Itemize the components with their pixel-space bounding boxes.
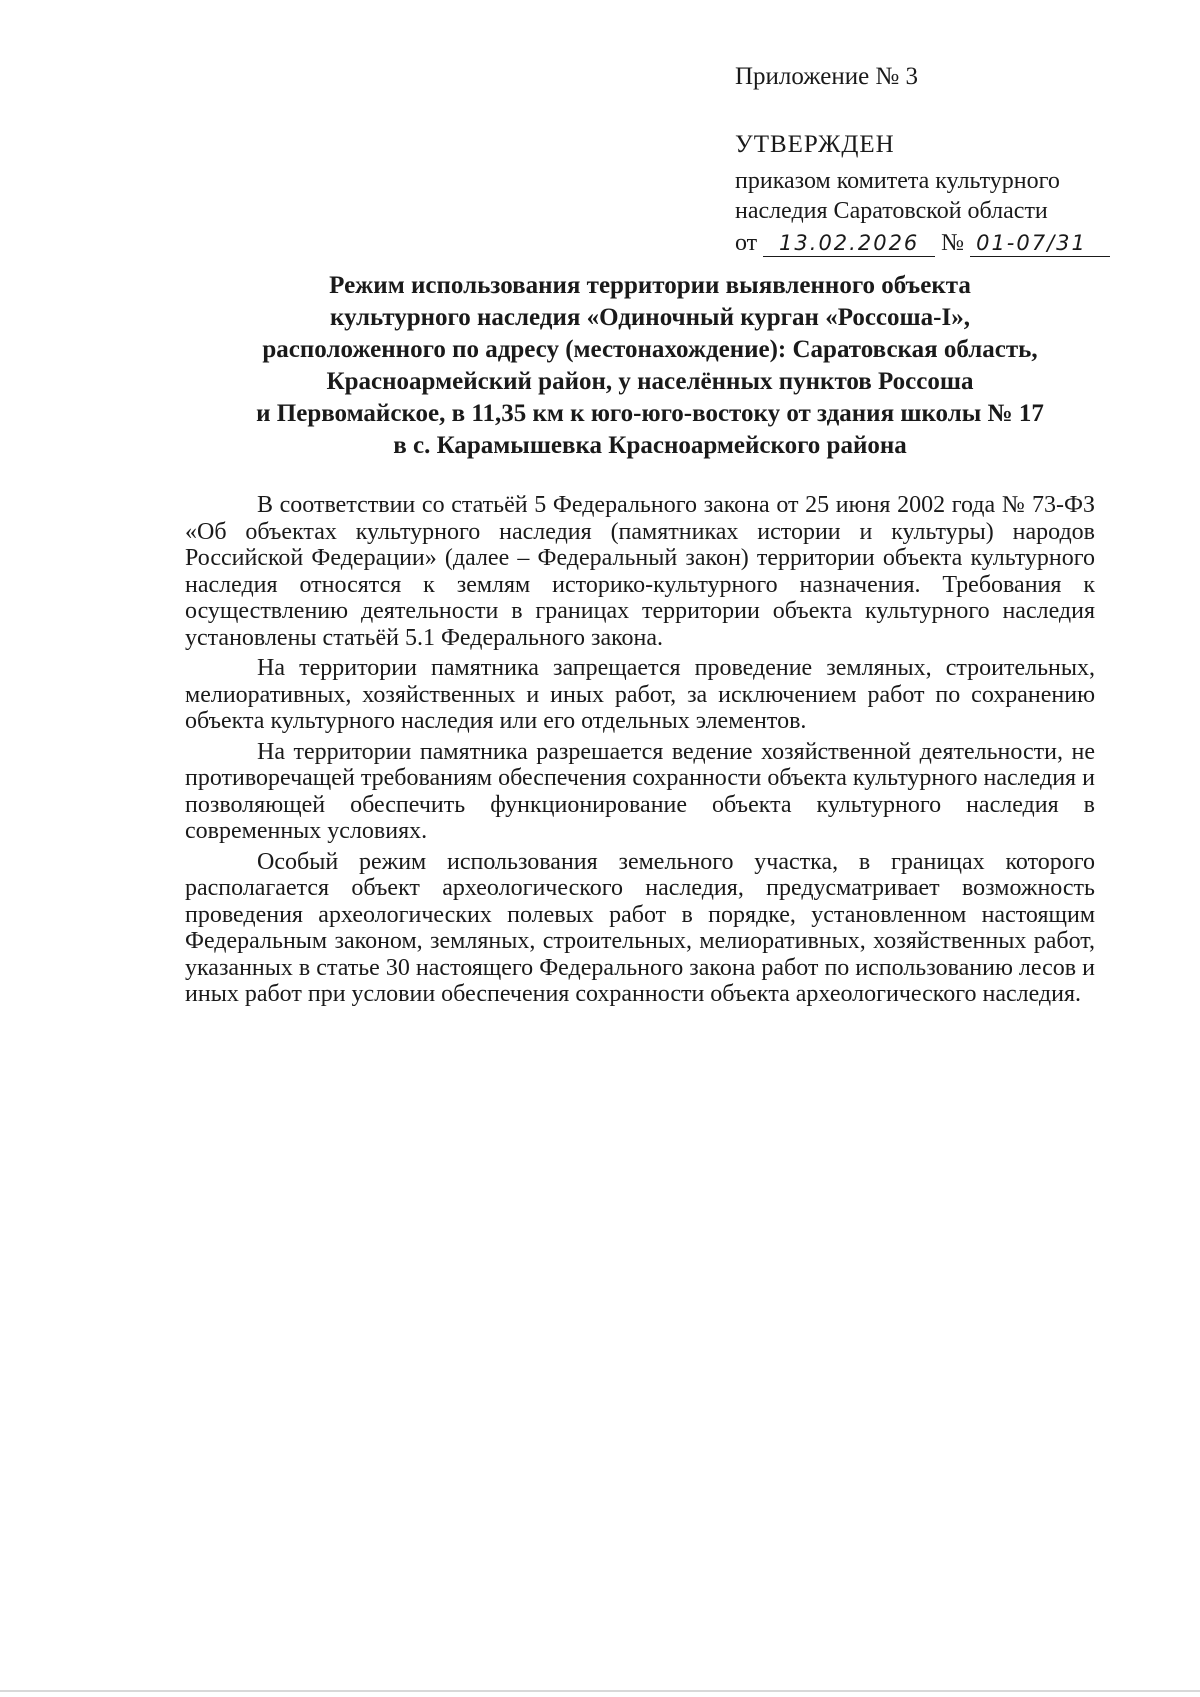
- title-line-3: расположенного по адресу (местонахождение): Саратовская область,: [262, 336, 1038, 363]
- date-prefix: от: [735, 230, 758, 256]
- title-line-6: в с. Карамышевка Красноармейского района: [393, 432, 907, 459]
- document-title: [190, 270, 1110, 462]
- number-prefix: №: [941, 230, 965, 256]
- annex-number: Приложение № 3: [735, 63, 919, 90]
- title-line-2: культурного наследия «Одиночный курган «Россоша-I»,: [330, 304, 970, 331]
- title-line-5: и Первомайское, в 11,35 км к юго-юго-востоку от здания школы № 17: [256, 400, 1044, 427]
- handwritten-date: 13.02.2026: [763, 230, 935, 257]
- title-line-4: Красноармейский район, у населённых пунктов Россоша: [326, 368, 974, 395]
- approved-heading: УТВЕРЖДЕН: [735, 131, 895, 158]
- paragraph-permissions: На территории памятника разрешается ведение хозяйственной деятельности, не противоречащей требованиям обеспечения сохранности объекта культурного наследия и позволяющей обеспечить функционирование объекта культурного наследия в современных условиях.: [185, 738, 1095, 844]
- paragraph-legal-basis: В соответствии со статьёй 5 Федерального закона от 25 июня 2002 года № 73-ФЗ «Об объектах культурного наследия (памятниках истории и культуры) народов Российской Федерации» (далее – Федеральный закон) территории объекта культурного наследия относятся к землям историко-культурного назначения. Требования к осуществлению деятельности в границах территории объекта культурного наследия установлены статьёй 5.1 Федерального закона.: [185, 492, 1095, 651]
- page-bottom-edge: [0, 1690, 1200, 1692]
- approval-line-2: наследия Саратовской области: [735, 198, 1048, 224]
- title-line-1: Режим использования территории выявленного объекта: [329, 272, 971, 299]
- paragraph-prohibitions: На территории памятника запрещается проведение земляных, строительных, мелиоративных, хозяйственных и иных работ, за исключением работ по сохранению объекта культурного наследия или его отдельных элементов.: [185, 655, 1095, 734]
- handwritten-number: 01-07/31: [970, 230, 1110, 257]
- document-body: [185, 492, 1095, 1012]
- approval-block: [735, 62, 1165, 258]
- paragraph-special-regime: Особый режим использования земельного участка, в границах которого располагается объект археологического наследия, предусматривает возможность проведения археологических полевых работ в порядке, установленном настоящим Федеральным законом, земляных, строительных, мелиоративных, хозяйственных работ, указанных в статье 30 настоящего Федерального закона работ по использованию лесов и иных работ при условии обеспечения сохранности объекта археологического наследия.: [185, 848, 1095, 1007]
- approval-date-line: [735, 228, 1165, 258]
- approval-line-1: приказом комитета культурного: [735, 168, 1060, 194]
